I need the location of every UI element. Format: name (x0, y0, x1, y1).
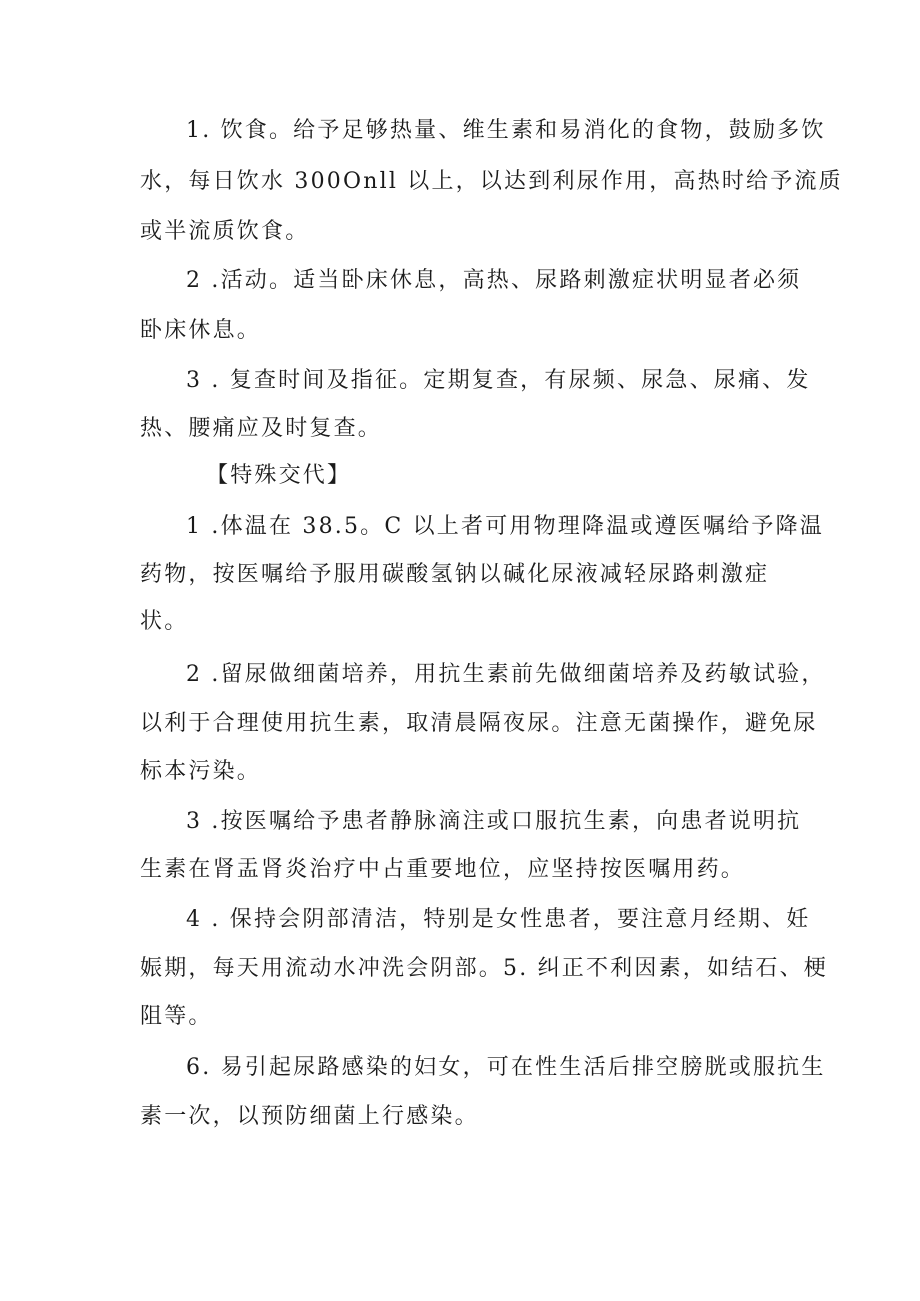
text-line: 6. 易引起尿路感染的妇女，可在性生活后排空膀胱或服抗生 (186, 1055, 826, 1080)
text-line: 2 .活动。适当卧床休息，高热、尿路刺激症状明显者必须 (186, 268, 802, 293)
text-line: 素一次，以预防细菌上行感染。 (140, 1104, 479, 1129)
text-line: 2 .留尿做细菌培养，用抗生素前先做细菌培养及药敏试验， (186, 662, 826, 687)
text-line: 状。 (140, 609, 189, 634)
text-line: 生素在肾盂肾炎治疗中占重要地位，应坚持按医嘱用药。 (140, 857, 746, 882)
text-line: 3 . 复查时间及指征。定期复查，有尿频、尿急、尿痛、发 (186, 368, 811, 393)
text-line: 标本污染。 (140, 759, 262, 784)
text-line: 1. 饮食。给予足够热量、维生素和易消化的食物，鼓励多饮 (186, 118, 826, 143)
text-line: 卧床休息。 (140, 318, 262, 343)
text-line: 4 . 保持会阴部清洁，特别是女性患者，要注意月经期、妊 (186, 907, 811, 932)
text-line: 娠期，每天用流动水冲洗会阴部。5. 纠正不利因素，如结石、梗 (140, 956, 828, 981)
text-line: 阻等。 (140, 1004, 213, 1029)
text-line: 水，每日饮水 300Onll 以上，以达到利尿作用，高热时给予流质 (140, 169, 843, 194)
text-line: 以利于合理使用抗生素，取清晨隔夜尿。注意无菌操作，避免尿 (140, 711, 818, 736)
text-line: 3 .按医嘱给予患者静脉滴注或口服抗生素，向患者说明抗 (186, 809, 802, 834)
text-line: 1 .体温在 38.5。C 以上者可用物理降温或遵医嘱给予降温 (186, 514, 824, 539)
text-line: 药物，按医嘱给予服用碳酸氢钠以碱化尿液减轻尿路刺激症 (140, 562, 770, 587)
text-line: 热、腰痛应及时复查。 (140, 416, 383, 441)
text-line: 或半流质饮食。 (140, 219, 310, 244)
section-heading: 【特殊交代】 (206, 463, 352, 488)
